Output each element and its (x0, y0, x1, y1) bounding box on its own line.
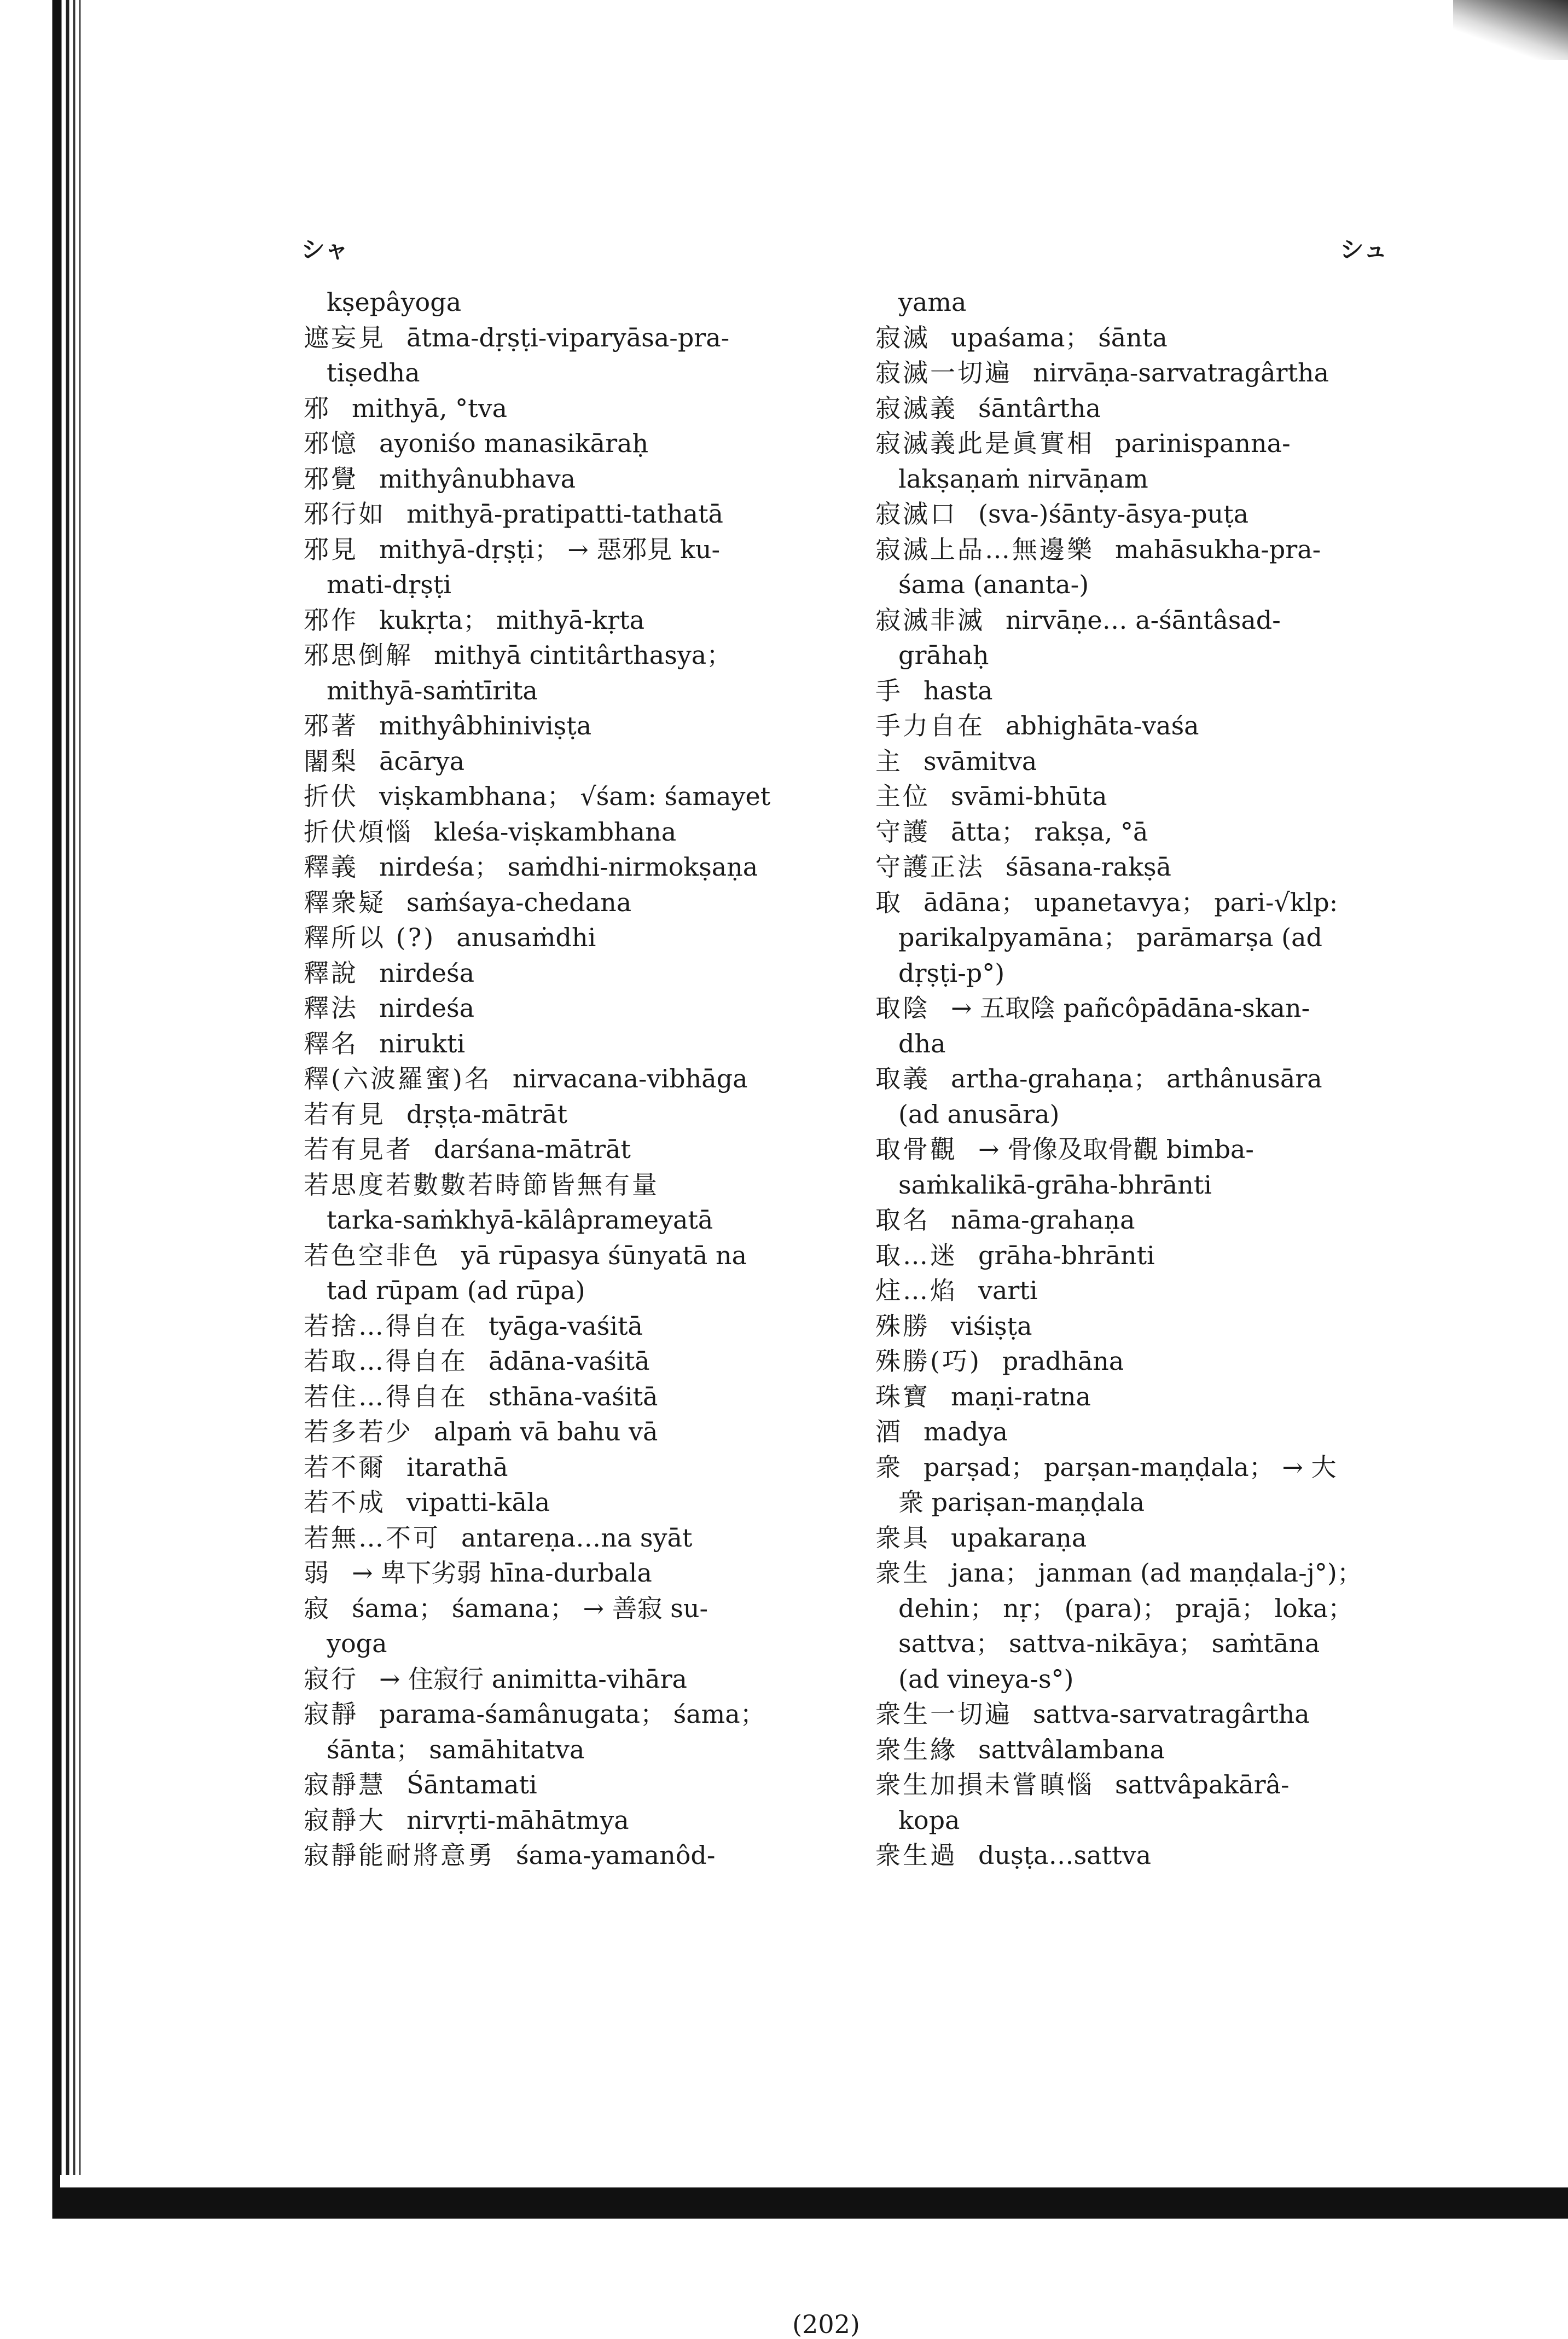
entry-sanskrit: kleśa-viṣkambhana (434, 817, 677, 847)
dictionary-entry (304, 496, 856, 532)
entry-continuation (304, 1732, 856, 1768)
entry-continuation (875, 1485, 1428, 1520)
entry-continuation (304, 1626, 856, 1661)
dictionary-entry (304, 1379, 856, 1415)
entry-headword: 邪見 (304, 534, 358, 564)
entry-headword: 守護正法 (875, 852, 985, 882)
entry-headword: 邪作 (304, 605, 358, 635)
dictionary-entry (875, 532, 1428, 568)
dictionary-entry (875, 849, 1428, 885)
dictionary-entry (304, 1238, 856, 1273)
entry-sanskrit: madya (924, 1417, 1008, 1446)
entry-headword: 闍梨 (304, 746, 358, 776)
entry-headword: 炷…焰 (875, 1276, 957, 1305)
running-header-right: シュ (1339, 236, 1387, 264)
entry-headword: 取陰 (875, 993, 930, 1023)
entry-headword: 釋法 (304, 993, 358, 1023)
entry-sanskrit: antareṇa…na syāt (461, 1522, 693, 1553)
entry-headword: 手力自在 (875, 711, 985, 740)
entry-sanskrit: mithyā, °tva (352, 393, 507, 423)
dictionary-entry (304, 1132, 856, 1167)
entry-headword: 殊勝 (875, 1311, 930, 1341)
dictionary-entry (875, 1273, 1428, 1309)
dictionary-entry (304, 320, 856, 356)
dictionary-entry (304, 1767, 856, 1803)
entry-headword: 若不成 (304, 1487, 386, 1517)
entry-sanskrit: śama (ananta-) (898, 570, 1089, 599)
dictionary-entry (875, 779, 1428, 814)
dictionary-entry (875, 885, 1428, 920)
entry-headword: 折伏煩惱 (304, 817, 413, 847)
entry-headword: 折伏 (304, 781, 358, 811)
entry-sanskrit: alpaṁ vā bahu vā (434, 1417, 658, 1446)
entry-headword: 若住…得自在 (304, 1381, 468, 1411)
entry-headword: 弱 (304, 1558, 331, 1588)
entry-continuation (304, 673, 856, 709)
entry-sanskrit: tyāga-vaśitā (489, 1311, 643, 1341)
entry-headword: 邪行如 (304, 499, 386, 529)
entry-headword: 若色空非色 (304, 1240, 440, 1270)
entry-sanskrit: upaśama； śānta (951, 322, 1168, 352)
dictionary-entry (304, 1309, 856, 1344)
entry-sanskrit: pradhāna (1002, 1346, 1124, 1376)
entry-sanskrit: tarka-saṁkhyā-kālâprameyatā (327, 1205, 713, 1235)
entry-sanskrit: Śāntamati (406, 1770, 537, 1799)
entry-headword: 若多若少 (304, 1417, 413, 1446)
dictionary-entry (875, 355, 1428, 391)
entry-sanskrit: sattvâpakārâ- (1115, 1770, 1290, 1799)
dictionary-entry (875, 1202, 1428, 1238)
entry-continuation (875, 1026, 1428, 1062)
entry-continuation (304, 285, 856, 320)
entry-sanskrit: (sva-)śānty-āsya-puṭa (978, 499, 1249, 529)
scan-bottom-edge (60, 2175, 1568, 2219)
entry-sanskrit: mati-dṛṣṭi (327, 570, 452, 599)
dictionary-entry (875, 1379, 1428, 1415)
entry-sanskrit: nirdeśa (379, 958, 475, 988)
entry-sanskrit: artha-grahaṇa； arthânusāra (951, 1064, 1322, 1093)
entry-headword: 寂滅上品…無邊樂 (875, 534, 1094, 564)
entry-sanskrit: mithyā-pratipatti-tathatā (406, 499, 723, 529)
dictionary-entry (304, 1167, 856, 1203)
entry-sanskrit: śama； śamana； → 善寂 su- (352, 1593, 708, 1623)
entry-sanskrit: (ad anusāra) (898, 1099, 1060, 1129)
entry-sanskrit: duṣṭa…sattva (978, 1840, 1152, 1870)
dictionary-entry (304, 1838, 856, 1873)
entry-headword: 取 (875, 887, 903, 917)
dictionary-entry (875, 744, 1428, 779)
entry-headword: 邪覺 (304, 464, 358, 494)
entry-headword: 衆生 (875, 1558, 930, 1588)
entry-continuation (875, 1661, 1428, 1697)
dictionary-entry (875, 1732, 1428, 1768)
entry-sanskrit: darśana-mātrāt (434, 1134, 631, 1164)
entry-headword: 若不爾 (304, 1452, 386, 1482)
entry-sanskrit: sattva； sattva-nikāya； saṁtāna (898, 1629, 1320, 1658)
entry-headword: 寂靜 (304, 1699, 358, 1729)
entry-sanskrit: itarathā (406, 1452, 508, 1482)
dictionary-entry (875, 1838, 1428, 1873)
entry-sanskrit: mithyā-saṁtīrita (327, 675, 538, 705)
dictionary-entry (875, 1061, 1428, 1097)
dictionary-entry (875, 814, 1428, 850)
left-column (304, 285, 856, 1873)
entry-sanskrit: parikalpyamāna； parāmarṣa (ad (898, 923, 1322, 952)
entry-sanskrit: ādāna； upanetavya； pari-√klp: (924, 887, 1338, 917)
entry-headword: 若取…得自在 (304, 1346, 468, 1376)
dictionary-entry (304, 461, 856, 497)
entry-sanskrit: śāsana-rakṣā (1006, 852, 1171, 882)
entry-headword: 遮妄見 (304, 322, 386, 352)
entry-headword: 若有見者 (304, 1134, 413, 1164)
scan-corner-shadow (1453, 0, 1568, 60)
dictionary-entry (875, 1238, 1428, 1273)
entry-sanskrit: → 住寂行 animitta-vihāra (379, 1664, 687, 1694)
entry-sanskrit: mahāsukha-pra- (1115, 534, 1321, 564)
entry-continuation (875, 1803, 1428, 1838)
dictionary-entry (304, 426, 856, 461)
entry-headword: 釋說 (304, 958, 358, 988)
entry-sanskrit: jana； janman (ad maṇḍala-j°)； (951, 1558, 1362, 1588)
entry-sanskrit: sthāna-vaśitā (489, 1381, 658, 1411)
entry-headword: 若思度若數數若時節皆無有量 (304, 1170, 659, 1200)
dictionary-entry (875, 1520, 1428, 1556)
dictionary-entry (304, 1555, 856, 1591)
entry-sanskrit: parinispanna- (1115, 429, 1291, 458)
dictionary-entry (875, 320, 1428, 356)
dictionary-entry (304, 1661, 856, 1697)
dictionary-entry (304, 638, 856, 673)
dictionary-entry (304, 532, 856, 568)
dictionary-entry (304, 1414, 856, 1450)
entry-sanskrit: nirdeśa (379, 993, 475, 1023)
entry-headword: 釋所以 (?) (304, 923, 436, 952)
entry-sanskrit: abhighāta-vaśa (1006, 711, 1199, 740)
dictionary-entry (304, 744, 856, 779)
entry-sanskrit: dha (898, 1028, 946, 1058)
entry-sanskrit: mithyâbhiniviṣṭa (379, 711, 592, 740)
dictionary-entry (304, 1697, 856, 1732)
entry-sanskrit: 衆 pariṣan-maṇḍala (898, 1487, 1145, 1517)
entry-sanskrit: nirvāṇe… a-śāntâsad- (1006, 605, 1281, 635)
dictionary-entry (875, 1450, 1428, 1485)
entry-sanskrit: mithyânubhava (379, 464, 576, 494)
dictionary-entry (304, 956, 856, 991)
entry-headword: 寂靜慧 (304, 1770, 386, 1799)
entry-headword: 寂靜大 (304, 1805, 386, 1835)
dictionary-entry (304, 1591, 856, 1626)
dictionary-entry (875, 603, 1428, 638)
entry-headword: 衆具 (875, 1522, 930, 1553)
entry-sanskrit: viṣkambhana； √śam: śamayet (379, 781, 771, 811)
entry-headword: 衆生加損未嘗瞋惱 (875, 1770, 1094, 1799)
entry-headword: 手 (875, 675, 903, 705)
entry-sanskrit: śama-yamanôd- (516, 1840, 716, 1870)
dictionary-entry (304, 1520, 856, 1556)
entry-headword: 取名 (875, 1205, 930, 1235)
dictionary-entry (304, 1485, 856, 1520)
entry-sanskrit: tad rūpam (ad rūpa) (327, 1276, 585, 1305)
entry-sanskrit: upakaraṇa (951, 1522, 1087, 1553)
dictionary-entry (875, 1132, 1428, 1167)
entry-headword: 取骨觀 (875, 1134, 957, 1164)
entry-sanskrit: dehin； nṛ； (para)； prajā； loka； (898, 1593, 1354, 1623)
entry-sanskrit: svāmitva (924, 746, 1037, 776)
dictionary-entry (875, 1555, 1428, 1591)
entry-continuation (304, 567, 856, 603)
dictionary-entry (875, 1767, 1428, 1803)
dictionary-entry (875, 1344, 1428, 1379)
entry-headword: 衆生一切遍 (875, 1699, 1012, 1729)
entry-sanskrit: varti (978, 1276, 1038, 1305)
entry-headword: 主 (875, 746, 903, 776)
entry-sanskrit: ādāna-vaśitā (489, 1346, 650, 1376)
entry-continuation (875, 1626, 1428, 1661)
entry-sanskrit: kukṛta； mithyā-kṛta (379, 605, 645, 635)
entry-sanskrit: nirvṛti-māhātmya (406, 1805, 629, 1835)
entry-sanskrit: ācārya (379, 746, 465, 776)
dictionary-entry (875, 496, 1428, 532)
dictionary-entry (875, 391, 1428, 426)
entry-headword: 邪 (304, 393, 331, 423)
dictionary-entry (304, 991, 856, 1026)
entry-continuation (875, 1167, 1428, 1203)
entry-sanskrit: vipatti-kāla (406, 1487, 550, 1517)
entry-sanskrit: parama-śamânugata； śama； (379, 1699, 765, 1729)
entry-sanskrit: nirukti (379, 1028, 466, 1058)
entry-headword: 寂滅非滅 (875, 605, 985, 635)
dictionary-entry (875, 708, 1428, 744)
dictionary-entry (304, 1026, 856, 1062)
entry-sanskrit: svāmi-bhūta (951, 781, 1107, 811)
entry-headword: 若有見 (304, 1099, 386, 1129)
entry-sanskrit: yā rūpasya śūnyatā na (461, 1240, 747, 1270)
entry-headword: 寂行 (304, 1664, 358, 1694)
entry-headword: 寂滅義此是眞實相 (875, 429, 1094, 458)
entry-continuation (304, 1273, 856, 1309)
entry-continuation (875, 1591, 1428, 1626)
right-column (875, 285, 1428, 1873)
entry-continuation (875, 285, 1428, 320)
entry-sanskrit: grāhaḥ (898, 640, 989, 670)
entry-headword: 主位 (875, 781, 930, 811)
dictionary-entry (875, 1414, 1428, 1450)
entry-sanskrit: kopa (898, 1805, 960, 1835)
entry-sanskrit: anusaṁdhi (456, 923, 596, 952)
dictionary-entry (304, 849, 856, 885)
entry-sanskrit: saṁkalikā-grāha-bhrānti (898, 1170, 1212, 1200)
dictionary-entry (875, 991, 1428, 1026)
entry-continuation (875, 920, 1428, 956)
entry-headword: 衆生緣 (875, 1734, 957, 1764)
dictionary-entry (304, 920, 856, 956)
entry-headword: 酒 (875, 1417, 903, 1446)
dictionary-entry (304, 1450, 856, 1485)
entry-sanskrit: śānta； samāhitatva (327, 1734, 585, 1764)
entry-sanskrit: kṣepâyoga (327, 287, 462, 317)
entry-continuation (875, 1097, 1428, 1132)
entry-headword: 珠寶 (875, 1381, 930, 1411)
dictionary-entry (875, 673, 1428, 709)
entry-headword: 寂 (304, 1593, 331, 1623)
entry-sanskrit: śāntârtha (978, 393, 1101, 423)
entry-headword: 取…迷 (875, 1240, 957, 1270)
dictionary-entry (304, 1097, 856, 1132)
entry-continuation (875, 638, 1428, 673)
dictionary-entry (304, 814, 856, 850)
entry-sanskrit: dṛṣṭa-mātrāt (406, 1099, 567, 1129)
entry-sanskrit: mithyā cintitârthasya； (434, 640, 732, 670)
entry-headword: 殊勝(巧) (875, 1346, 982, 1376)
entry-headword: 守護 (875, 817, 930, 847)
dictionary-entry (304, 1803, 856, 1838)
entry-sanskrit: ayoniśo manasikāraḥ (379, 429, 649, 458)
entry-sanskrit: lakṣaṇaṁ nirvāṇam (898, 464, 1148, 494)
dictionary-entry (304, 603, 856, 638)
entry-headword: 衆生過 (875, 1840, 957, 1870)
entry-sanskrit: ātta； rakṣa, °ā (951, 817, 1148, 847)
entry-sanskrit: dṛṣṭi-p°) (898, 958, 1005, 988)
entry-continuation (875, 567, 1428, 603)
entry-sanskrit: mithyā-dṛṣṭi； → 惡邪見 ku- (379, 534, 721, 564)
entry-continuation (875, 461, 1428, 497)
entry-headword: 釋名 (304, 1028, 358, 1058)
entry-headword: 寂滅義 (875, 393, 957, 423)
entry-sanskrit: tiṣedha (327, 358, 420, 387)
entry-headword: 釋(六波羅蜜)名 (304, 1064, 492, 1093)
entry-sanskrit: yama (898, 287, 967, 317)
dictionary-entry (875, 426, 1428, 461)
entry-headword: 寂滅 (875, 322, 930, 352)
dictionary-entry (304, 1061, 856, 1097)
entry-headword: 取義 (875, 1064, 930, 1093)
entry-sanskrit: maṇi-ratna (951, 1381, 1091, 1411)
entry-headword: 衆 (875, 1452, 903, 1482)
entry-sanskrit: nirvāṇa-sarvatragârtha (1033, 358, 1329, 387)
entry-sanskrit: grāha-bhrānti (978, 1240, 1155, 1270)
entry-sanskrit: saṁśaya-chedana (406, 887, 632, 917)
entry-headword: 寂滅一切遍 (875, 358, 1012, 387)
entry-sanskrit: hasta (924, 675, 993, 705)
entry-continuation (304, 355, 856, 391)
entry-sanskrit: sattva-sarvatragârtha (1033, 1699, 1310, 1729)
dictionary-entry (304, 885, 856, 920)
entry-headword: 若無…不可 (304, 1522, 440, 1553)
entry-sanskrit: ātma-dṛṣṭi-viparyāsa-pra- (406, 322, 730, 352)
entry-sanskrit: viśiṣṭa (951, 1311, 1032, 1341)
entry-sanskrit: yoga (327, 1629, 387, 1658)
entry-sanskrit: nāma-grahaṇa (951, 1205, 1135, 1235)
dictionary-entry (304, 1344, 856, 1379)
dictionary-entry (875, 1309, 1428, 1344)
entry-sanskrit: (ad vineya-s°) (898, 1664, 1074, 1694)
entry-sanskrit: nirdeśa； saṁdhi-nirmokṣaṇa (379, 852, 758, 882)
entry-headword: 釋衆疑 (304, 887, 386, 917)
dictionary-entry (875, 1697, 1428, 1732)
entry-sanskrit: → 卑下劣弱 hīna-durbala (352, 1558, 652, 1588)
entry-headword: 邪憶 (304, 429, 358, 458)
entry-sanskrit: parṣad； parṣan-maṇḍala； → 大 (924, 1452, 1337, 1482)
entry-headword: 寂靜能耐將意勇 (304, 1840, 495, 1870)
entry-sanskrit: sattvâlambana (978, 1734, 1165, 1764)
entry-headword: 若捨…得自在 (304, 1311, 468, 1341)
entry-headword: 邪思倒解 (304, 640, 413, 670)
book-spine-edge (0, 0, 96, 2219)
page-number: (202) (792, 2309, 860, 2339)
entry-continuation (304, 1202, 856, 1238)
entry-sanskrit: → 骨像及取骨觀 bimba- (978, 1134, 1254, 1164)
entry-headword: 邪著 (304, 711, 358, 740)
entry-continuation (875, 956, 1428, 991)
dictionary-entry (304, 779, 856, 814)
dictionary-entry (304, 708, 856, 744)
entry-headword: 釋義 (304, 852, 358, 882)
entry-sanskrit: nirvacana-vibhāga (512, 1064, 748, 1093)
entry-headword: 寂滅口 (875, 499, 957, 529)
running-header-left: シャ (301, 236, 349, 264)
entry-sanskrit: → 五取陰 pañcôpādāna-skan- (951, 993, 1310, 1023)
dictionary-entry (304, 391, 856, 426)
